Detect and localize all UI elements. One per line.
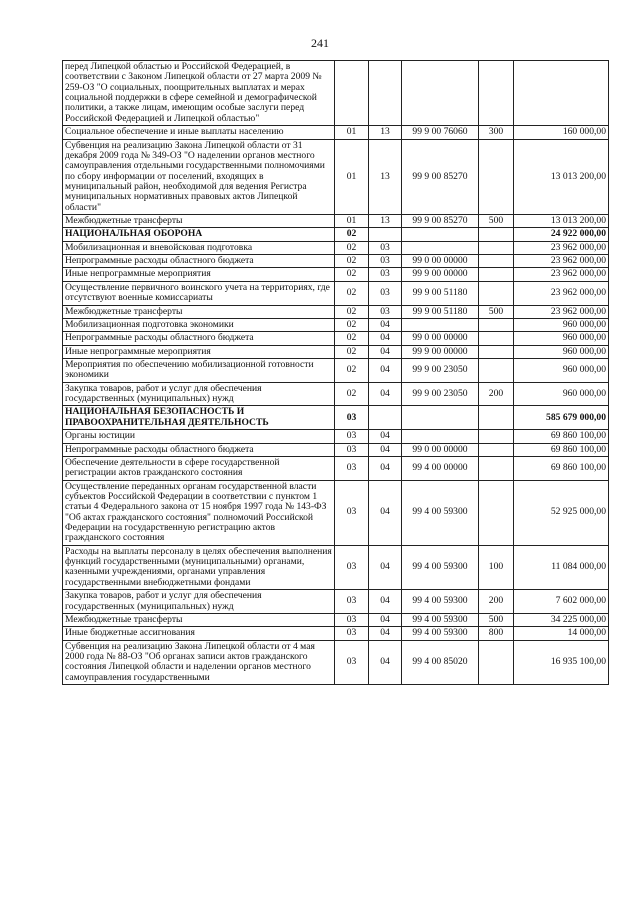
expense-type-code bbox=[479, 268, 514, 281]
amount: 11 084 000,00 bbox=[514, 545, 609, 589]
expense-type-code: 800 bbox=[479, 627, 514, 640]
amount: 7 602 000,00 bbox=[514, 590, 609, 614]
amount: 13 013 200,00 bbox=[514, 139, 609, 215]
subsection-code: 03 bbox=[369, 281, 402, 305]
target-article-code: 99 0 00 00000 bbox=[402, 255, 479, 268]
subsection-code: 04 bbox=[369, 613, 402, 626]
section-code: 02 bbox=[335, 345, 369, 358]
subsection-code: 04 bbox=[369, 382, 402, 406]
section-code: 01 bbox=[335, 215, 369, 228]
item-name: Социальное обеспечение и иные выплаты населению bbox=[63, 126, 335, 139]
item-name: Иные непрограммные мероприятия bbox=[63, 345, 335, 358]
target-article-code bbox=[402, 406, 479, 430]
amount: 23 962 000,00 bbox=[514, 268, 609, 281]
amount: 34 225 000,00 bbox=[514, 613, 609, 626]
section-code: 01 bbox=[335, 139, 369, 215]
item-name: Мобилизационная и вневойсковая подготовка bbox=[63, 241, 335, 254]
item-name: Закупка товаров, работ и услуг для обеспечения государственных (муниципальных) нужд bbox=[63, 382, 335, 406]
amount: 960 000,00 bbox=[514, 358, 609, 382]
subsection-code: 13 bbox=[369, 126, 402, 139]
section-code: 03 bbox=[335, 456, 369, 480]
expense-type-code bbox=[479, 443, 514, 456]
item-name: Иные бюджетные ассигнования bbox=[63, 627, 335, 640]
item-name: Обеспечение деятельности в сфере государственной регистрации актов гражданского состояния bbox=[63, 456, 335, 480]
subsection-code: 04 bbox=[369, 430, 402, 443]
item-name: Расходы на выплаты персоналу в целях обеспечения выполнения функций государственными (муниципальными) органами, казенными учреждениями, органами управления государственными внебюджетными фондами bbox=[63, 545, 335, 589]
item-name: Осуществление переданных органам государственной власти субъектов Российской Федерации в соответствии с пунктом 1 статьи 4 Федерального закона от 15 ноября 1997 года № 143-ФЗ "Об актах гражданского состояния" полномочий Российской Федерации на государственную регистрацию актов гражданского состояния bbox=[63, 480, 335, 545]
table-row bbox=[63, 430, 609, 443]
target-article-code: 99 9 00 76060 bbox=[402, 126, 479, 139]
subsection-code: 04 bbox=[369, 590, 402, 614]
subsection-code bbox=[369, 61, 402, 126]
table-row bbox=[63, 345, 609, 358]
expense-type-code: 500 bbox=[479, 215, 514, 228]
item-name: Непрограммные расходы областного бюджета bbox=[63, 443, 335, 456]
section-code: 01 bbox=[335, 126, 369, 139]
amount: 23 962 000,00 bbox=[514, 281, 609, 305]
table-row bbox=[63, 228, 609, 241]
target-article-code: 99 9 00 00000 bbox=[402, 345, 479, 358]
page-number: 241 bbox=[311, 36, 329, 50]
section-code: 03 bbox=[335, 430, 369, 443]
expense-type-code bbox=[479, 228, 514, 241]
section-code: 02 bbox=[335, 305, 369, 318]
target-article-code: 99 9 00 23050 bbox=[402, 382, 479, 406]
subsection-code: 13 bbox=[369, 215, 402, 228]
expense-type-code bbox=[479, 345, 514, 358]
target-article-code: 99 4 00 85020 bbox=[402, 640, 479, 684]
item-name: Межбюджетные трансферты bbox=[63, 613, 335, 626]
expense-type-code bbox=[479, 241, 514, 254]
section-code: 02 bbox=[335, 228, 369, 241]
item-name: Осуществление первичного воинского учета на территориях, где отсутствуют военные комиссариаты bbox=[63, 281, 335, 305]
subsection-code: 04 bbox=[369, 456, 402, 480]
amount: 24 922 000,00 bbox=[514, 228, 609, 241]
item-name: Непрограммные расходы областного бюджета bbox=[63, 332, 335, 345]
table-row bbox=[63, 332, 609, 345]
table-row bbox=[63, 613, 609, 626]
item-name: Межбюджетные трансферты bbox=[63, 305, 335, 318]
section-code: 02 bbox=[335, 332, 369, 345]
expense-type-code: 200 bbox=[479, 590, 514, 614]
amount: 69 860 100,00 bbox=[514, 430, 609, 443]
section-code: 02 bbox=[335, 255, 369, 268]
subsection-code: 04 bbox=[369, 443, 402, 456]
table-row bbox=[63, 590, 609, 614]
section-code: 02 bbox=[335, 318, 369, 331]
amount: 16 935 100,00 bbox=[514, 640, 609, 684]
table-row bbox=[63, 640, 609, 684]
amount: 160 000,00 bbox=[514, 126, 609, 139]
section-code: 02 bbox=[335, 382, 369, 406]
amount: 960 000,00 bbox=[514, 382, 609, 406]
table-row bbox=[63, 627, 609, 640]
subsection-code: 03 bbox=[369, 268, 402, 281]
target-article-code bbox=[402, 228, 479, 241]
subsection-code: 04 bbox=[369, 545, 402, 589]
item-name: Непрограммные расходы областного бюджета bbox=[63, 255, 335, 268]
amount: 14 000,00 bbox=[514, 627, 609, 640]
expense-type-code: 100 bbox=[479, 545, 514, 589]
amount: 23 962 000,00 bbox=[514, 255, 609, 268]
item-name: Мобилизационная подготовка экономики bbox=[63, 318, 335, 331]
section-code: 02 bbox=[335, 358, 369, 382]
subsection-code: 04 bbox=[369, 480, 402, 545]
section-code: 02 bbox=[335, 281, 369, 305]
subsection-code bbox=[369, 228, 402, 241]
subsection-code: 04 bbox=[369, 318, 402, 331]
target-article-code bbox=[402, 430, 479, 443]
target-article-code: 99 9 00 23050 bbox=[402, 358, 479, 382]
expense-type-code bbox=[479, 255, 514, 268]
subsection-code: 03 bbox=[369, 241, 402, 254]
expense-type-code bbox=[479, 358, 514, 382]
subsection-code: 04 bbox=[369, 358, 402, 382]
item-name: Субвенция на реализацию Закона Липецкой области от 4 мая 2000 года № 88-ОЗ "Об органах записи актов гражданского состояния Липецкой области и наделении органов местного самоуправления государственными bbox=[63, 640, 335, 684]
table-row bbox=[63, 443, 609, 456]
table-row bbox=[63, 318, 609, 331]
item-name: НАЦИОНАЛЬНАЯ ОБОРОНА bbox=[63, 228, 335, 241]
item-name: Межбюджетные трансферты bbox=[63, 215, 335, 228]
target-article-code: 99 4 00 59300 bbox=[402, 613, 479, 626]
subsection-code: 04 bbox=[369, 640, 402, 684]
table-row bbox=[63, 545, 609, 589]
subsection-code bbox=[369, 406, 402, 430]
expense-type-code bbox=[479, 406, 514, 430]
expense-type-code bbox=[479, 139, 514, 215]
amount: 69 860 100,00 bbox=[514, 443, 609, 456]
section-code: 03 bbox=[335, 640, 369, 684]
section-code: 03 bbox=[335, 480, 369, 545]
expense-type-code: 500 bbox=[479, 613, 514, 626]
expense-type-code bbox=[479, 61, 514, 126]
amount: 960 000,00 bbox=[514, 332, 609, 345]
amount: 23 962 000,00 bbox=[514, 241, 609, 254]
section-code: 03 bbox=[335, 627, 369, 640]
section-code: 02 bbox=[335, 241, 369, 254]
table-row bbox=[63, 382, 609, 406]
table-row bbox=[63, 215, 609, 228]
item-name: Органы юстиции bbox=[63, 430, 335, 443]
expense-type-code: 300 bbox=[479, 126, 514, 139]
table-row bbox=[63, 126, 609, 139]
target-article-code: 99 9 00 51180 bbox=[402, 281, 479, 305]
table-row bbox=[63, 241, 609, 254]
subsection-code: 03 bbox=[369, 255, 402, 268]
table-row bbox=[63, 268, 609, 281]
amount: 69 860 100,00 bbox=[514, 456, 609, 480]
expense-type-code bbox=[479, 318, 514, 331]
table-row bbox=[63, 255, 609, 268]
expense-type-code bbox=[479, 640, 514, 684]
item-name: НАЦИОНАЛЬНАЯ БЕЗОПАСНОСТЬ И ПРАВООХРАНИТЕЛЬНАЯ ДЕЯТЕЛЬНОСТЬ bbox=[63, 406, 335, 430]
subsection-code: 04 bbox=[369, 332, 402, 345]
expense-type-code bbox=[479, 456, 514, 480]
budget-table-body bbox=[63, 61, 609, 685]
section-code: 02 bbox=[335, 268, 369, 281]
section-code: 03 bbox=[335, 545, 369, 589]
item-name: Субвенция на реализацию Закона Липецкой области от 31 декабря 2009 года № 349-ОЗ "О наделении органов местного самоуправления отдельными государственными полномочиями по сбору информации от поселений, входящих в муниципальный район, необходимой для ведения Регистра муниципальных нормативных правовых актов Липецкой области" bbox=[63, 139, 335, 215]
target-article-code bbox=[402, 241, 479, 254]
amount: 960 000,00 bbox=[514, 345, 609, 358]
budget-table bbox=[62, 60, 609, 685]
table-row bbox=[63, 305, 609, 318]
item-name: Закупка товаров, работ и услуг для обеспечения государственных (муниципальных) нужд bbox=[63, 590, 335, 614]
target-article-code: 99 0 00 00000 bbox=[402, 332, 479, 345]
item-name: перед Липецкой областью и Российской Федерацией, в соответствии с Законом Липецкой области от 27 марта 2009 № 259-ОЗ "О социальных, поощрительных выплатах и мерах социальной поддержки в сфере семейной и демографической политики, а также лицам, имеющим особые заслуги перед Российской Федерацией и Липецкой областью" bbox=[63, 61, 335, 126]
expense-type-code: 500 bbox=[479, 305, 514, 318]
target-article-code: 99 9 00 00000 bbox=[402, 268, 479, 281]
target-article-code bbox=[402, 61, 479, 126]
target-article-code bbox=[402, 318, 479, 331]
target-article-code: 99 4 00 59300 bbox=[402, 590, 479, 614]
table-row bbox=[63, 61, 609, 126]
amount bbox=[514, 61, 609, 126]
expense-type-code bbox=[479, 480, 514, 545]
target-article-code: 99 4 00 59300 bbox=[402, 627, 479, 640]
amount: 23 962 000,00 bbox=[514, 305, 609, 318]
target-article-code: 99 9 00 85270 bbox=[402, 215, 479, 228]
table-row bbox=[63, 139, 609, 215]
section-code: 03 bbox=[335, 443, 369, 456]
subsection-code: 13 bbox=[369, 139, 402, 215]
target-article-code: 99 0 00 00000 bbox=[402, 443, 479, 456]
target-article-code: 99 4 00 59300 bbox=[402, 545, 479, 589]
target-article-code: 99 4 00 59300 bbox=[402, 480, 479, 545]
amount: 585 679 000,00 bbox=[514, 406, 609, 430]
table-row bbox=[63, 358, 609, 382]
expense-type-code bbox=[479, 332, 514, 345]
section-code: 03 bbox=[335, 590, 369, 614]
amount: 13 013 200,00 bbox=[514, 215, 609, 228]
target-article-code: 99 4 00 00000 bbox=[402, 456, 479, 480]
section-code: 03 bbox=[335, 406, 369, 430]
table-row bbox=[63, 281, 609, 305]
expense-type-code bbox=[479, 281, 514, 305]
expense-type-code bbox=[479, 430, 514, 443]
subsection-code: 03 bbox=[369, 305, 402, 318]
item-name: Мероприятия по обеспечению мобилизационной готовности экономики bbox=[63, 358, 335, 382]
table-row bbox=[63, 480, 609, 545]
item-name: Иные непрограммные мероприятия bbox=[63, 268, 335, 281]
expense-type-code: 200 bbox=[479, 382, 514, 406]
amount: 960 000,00 bbox=[514, 318, 609, 331]
subsection-code: 04 bbox=[369, 627, 402, 640]
amount: 52 925 000,00 bbox=[514, 480, 609, 545]
section-code bbox=[335, 61, 369, 126]
section-code: 03 bbox=[335, 613, 369, 626]
table-row bbox=[63, 456, 609, 480]
target-article-code: 99 9 00 85270 bbox=[402, 139, 479, 215]
subsection-code: 04 bbox=[369, 345, 402, 358]
table-row bbox=[63, 406, 609, 430]
target-article-code: 99 9 00 51180 bbox=[402, 305, 479, 318]
